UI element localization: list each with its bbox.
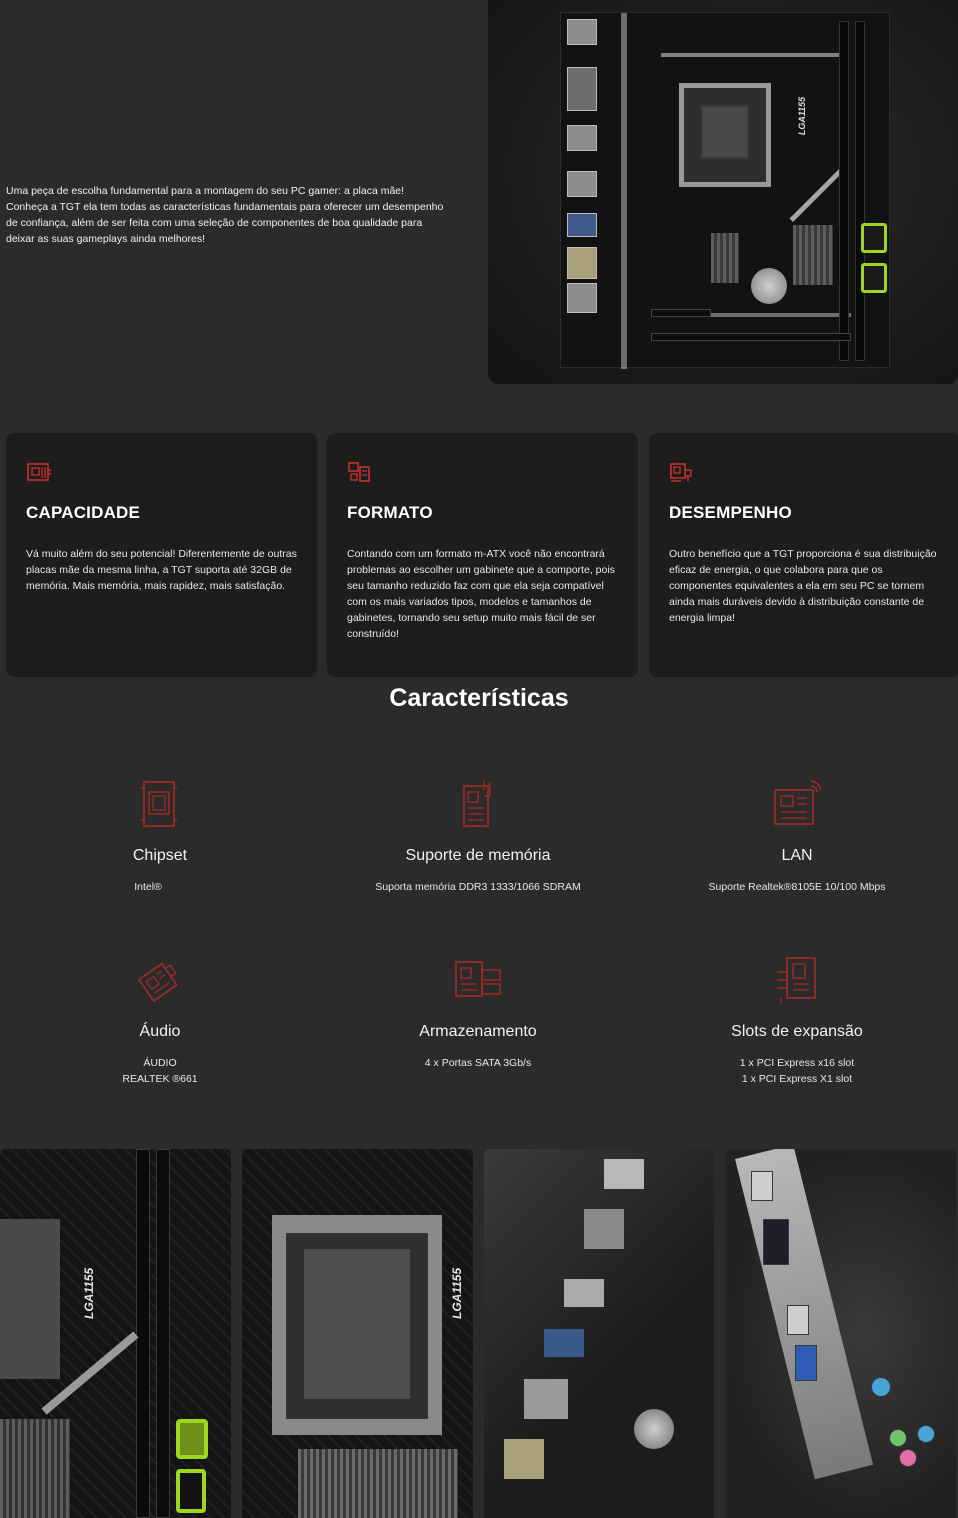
feature-storage [318,954,638,1071]
feature-desc: 1 x PCI Express x16 slot 1 x PCI Express X1 slot [739,1057,855,1085]
section-title: Características [389,684,569,712]
gallery-socket-label: LGA1155 [82,1267,96,1319]
gallery-image-io-side[interactable] [484,1149,714,1518]
feature-desc: Suporte Realtek®8105E 10/100 Mbps [708,881,886,893]
expansion-slot-icon [773,954,821,1006]
card-formato [327,433,638,677]
motherboard-illustration [560,12,890,368]
hero-motherboard-image [488,0,958,384]
chipset-icon [136,778,184,830]
feature-desc: ÁUDIO REALTEK ®661 [122,1057,198,1085]
lan-icon [773,778,821,830]
feature-title: Suporte de memória [405,847,551,864]
gallery-image-ram-sata[interactable] [0,1149,231,1518]
board-performance-icon [669,461,695,483]
feature-title: LAN [781,847,813,864]
feature-lan [637,778,957,895]
feature-memory [318,778,638,895]
memory-icon [454,778,502,830]
card-title: CAPACIDADE [26,503,141,522]
feature-chipset [0,778,320,895]
feature-title: Chipset [132,847,188,864]
card-body: Contando com um formato m-ATX você não encontrará problemas ao escolher um gabinete que a comporte, pois seu tamanho reduzido faz com que ela seja compatível com os mais variados tipos, modelos e tamanhos de gabinetes, tornando seu setup muito mais fácil de ser construído! [347,548,615,640]
feature-title: Áudio [139,1023,181,1040]
feature-title: Armazenamento [419,1023,537,1040]
card-body: Vá muito além do seu potencial! Diferentemente de outras placas mãe da mesma linha, a TGT suporta até 32GB de memória. Mais memória, mais rapidez, mais satisfação. [26,548,297,592]
motherboard-icon [26,461,52,483]
gallery-socket-label: LGA1155 [450,1267,464,1319]
card-capacidade [6,433,317,677]
card-desempenho [649,433,958,677]
gallery-image-socket[interactable] [242,1149,473,1518]
chip-layout-icon [347,461,373,483]
feature-title: Slots de expansão [731,1023,863,1040]
feature-audio [0,954,320,1087]
feature-desc: Intel® [134,881,162,893]
card-title: FORMATO [347,503,433,522]
audio-icon [136,954,184,1006]
card-body: Outro benefício que a TGT proporciona é sua distribuição eficaz de energia, o que colabora para que os componentes equivalentes a ela em seu PC se tornem ainda mais duráveis devido à distribuição constante de energia limpa! [669,548,937,624]
gallery-image-rear-panel[interactable] [725,1149,956,1518]
card-title: DESEMPENHO [669,503,792,522]
feature-expansion-slots [637,954,957,1087]
socket-label: LGA1155 [797,96,808,136]
hero-description: Uma peça de escolha fundamental para a montagem do seu PC gamer: a placa mãe! Conheça a TGT ela tem todas as características fundamentais para oferecer um desempenho de confiança, além de ser feita com uma seleção de componentes de boa qualidade para deixar as suas gameplays ainda melhores! [6,185,444,245]
storage-icon [454,954,502,1006]
feature-desc: 4 x Portas SATA 3Gb/s [424,1057,532,1069]
feature-desc: Suporta memória DDR3 1333/1066 SDRAM [375,881,581,893]
